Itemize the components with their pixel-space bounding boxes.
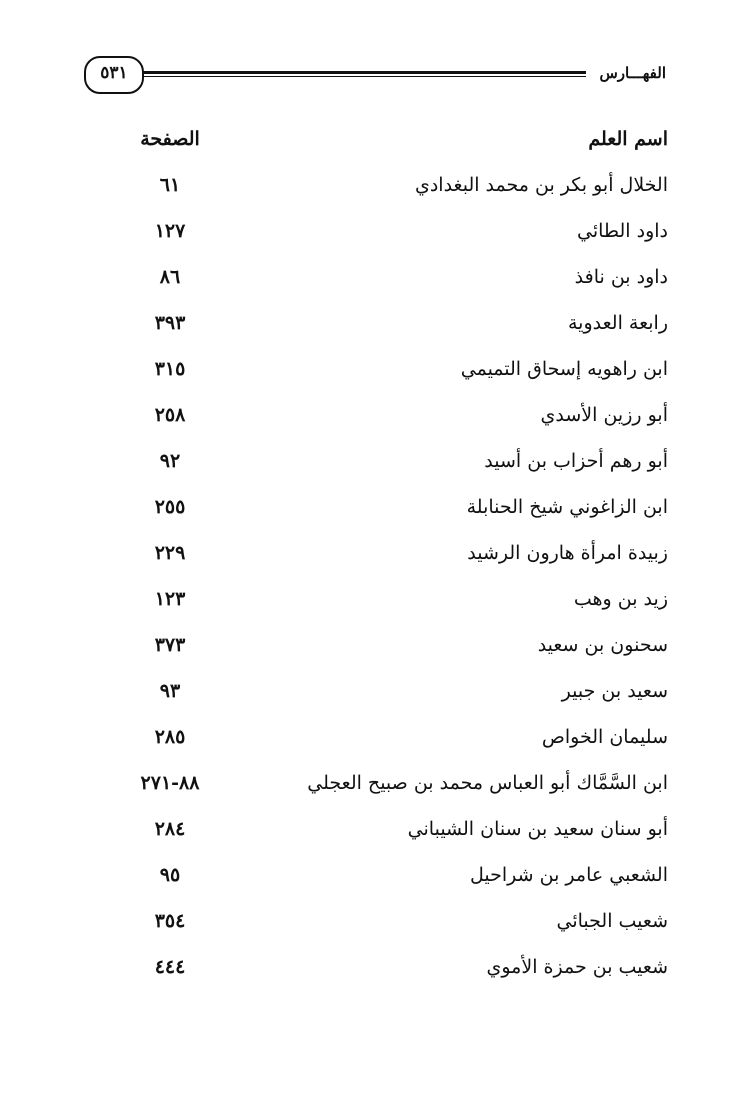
- running-title: الفهـــارس: [599, 64, 666, 82]
- table-row: [120, 306, 668, 352]
- entry-name: داود الطائي: [577, 220, 668, 242]
- table-row: [120, 536, 668, 582]
- table-row: [120, 214, 668, 260]
- table-row: [120, 444, 668, 490]
- table-row: [120, 168, 668, 214]
- entry-name: داود بن نافذ: [574, 266, 668, 288]
- entry-page: ٢٨٥: [154, 726, 186, 748]
- table-row: [120, 582, 668, 628]
- table-row: [120, 260, 668, 306]
- table-row: [120, 858, 668, 904]
- table-header-row: [120, 122, 668, 168]
- table-row: [120, 398, 668, 444]
- entry-page: ٣٥٤: [154, 910, 186, 932]
- entry-page: ٤٤٤: [154, 956, 186, 978]
- table-row: [120, 352, 668, 398]
- entry-page: ٩٥: [159, 864, 181, 886]
- header-rule: [126, 71, 586, 77]
- entry-name: أبو رهم أحزاب بن أسيد: [484, 450, 668, 472]
- entry-page: ٢٥٥: [154, 496, 186, 518]
- entry-page: ٨٨-٢٧١: [140, 772, 200, 794]
- table-row: [120, 812, 668, 858]
- page-column-header: الصفحة: [140, 128, 200, 150]
- index-table: [120, 122, 668, 996]
- table-row: [120, 720, 668, 766]
- entry-name: شعيب بن حمزة الأموي: [486, 956, 668, 978]
- page-header: [84, 50, 666, 100]
- entry-name: شعيب الجبائي: [556, 910, 668, 932]
- entry-name: زيد بن وهب: [573, 588, 668, 610]
- name-column-header: اسم العلم: [588, 128, 668, 150]
- entry-page: ٢٥٨: [154, 404, 186, 426]
- table-row: [120, 628, 668, 674]
- entry-name: سليمان الخواص: [541, 726, 668, 748]
- table-row: [120, 490, 668, 536]
- entry-page: ٦١: [159, 174, 181, 196]
- entry-page: ٣١٥: [154, 358, 186, 380]
- entry-name: الخلال أبو بكر بن محمد البغدادي: [414, 174, 668, 196]
- entry-name: أبو سنان سعيد بن سنان الشيباني: [407, 818, 668, 840]
- entry-name: زبيدة امرأة هارون الرشيد: [467, 542, 668, 564]
- entry-name: سعيد بن جبير: [561, 680, 668, 702]
- entry-page: ٩٣: [159, 680, 181, 702]
- entry-page: ٣٧٣: [154, 634, 186, 656]
- entry-name: سحنون بن سعيد: [537, 634, 668, 656]
- entry-page: ٣٩٣: [154, 312, 186, 334]
- entry-page: ٢٢٩: [154, 542, 186, 564]
- entry-name: رابعة العدوية: [568, 312, 668, 334]
- entry-name: الشعبي عامر بن شراحيل: [470, 864, 668, 886]
- entry-page: ٩٢: [159, 450, 181, 472]
- entry-page: ٨٦: [159, 266, 181, 288]
- page-number: ٥٣١: [84, 56, 144, 94]
- entry-name: ابن راهويه إسحاق التميمي: [460, 358, 668, 380]
- entry-name: أبو رزين الأسدي: [540, 404, 668, 426]
- index-rows: [120, 168, 668, 996]
- table-row: [120, 674, 668, 720]
- entry-name: ابن السَّمَّاك أبو العباس محمد بن صبيح العجلي: [307, 772, 668, 794]
- table-row: [120, 950, 668, 996]
- entry-page: ١٢٧: [154, 220, 186, 242]
- entry-page: ١٢٣: [154, 588, 186, 610]
- table-row: [120, 904, 668, 950]
- entry-name: ابن الزاغوني شيخ الحنابلة: [466, 496, 668, 518]
- table-row: [120, 766, 668, 812]
- entry-page: ٢٨٤: [154, 818, 186, 840]
